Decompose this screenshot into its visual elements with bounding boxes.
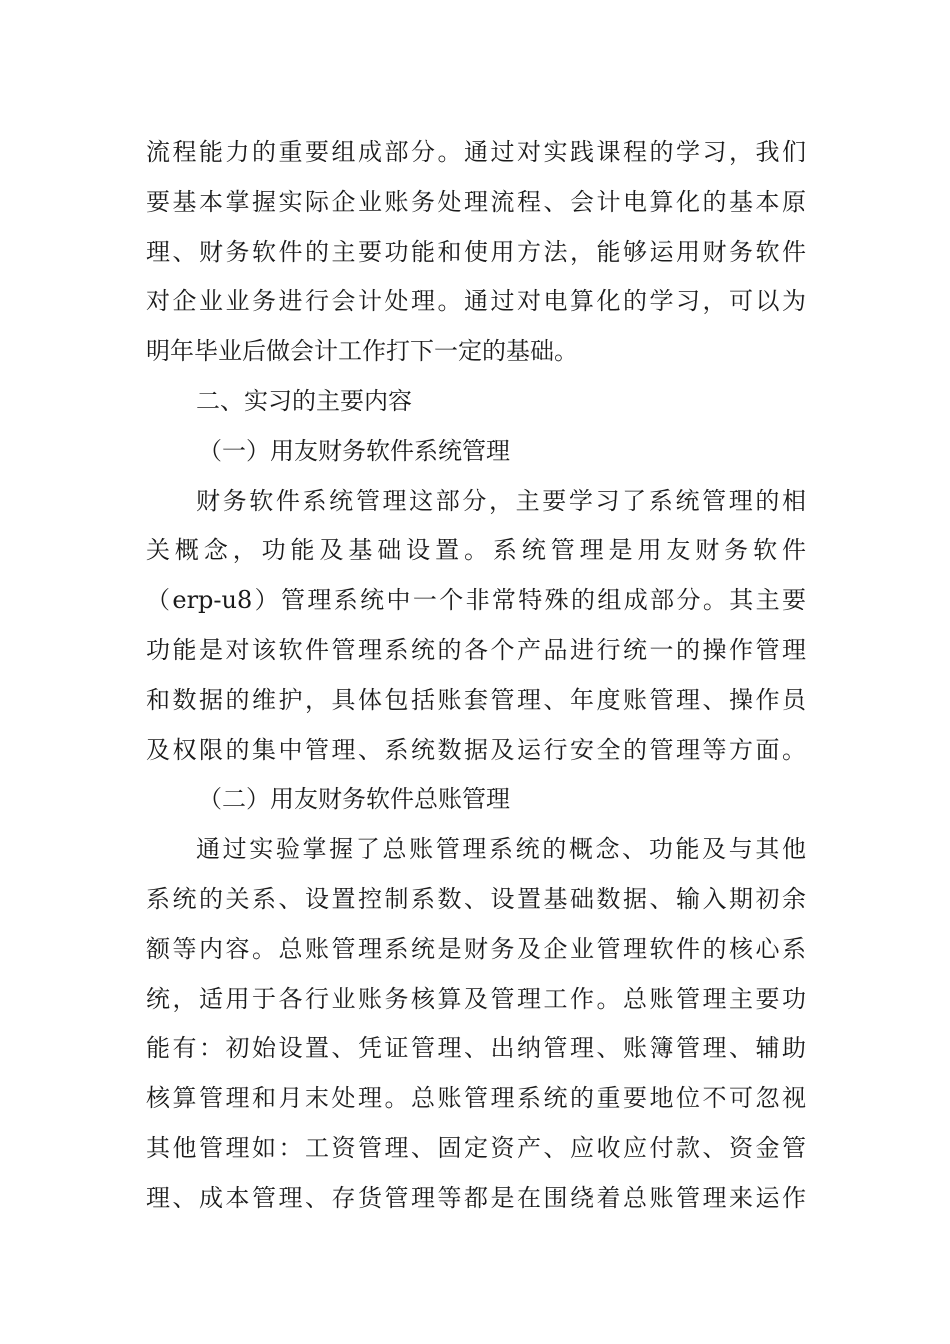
text-line: 流程能力的重要组成部分。通过对实践课程的学习，我们 [146, 138, 806, 166]
subsection-heading: （一）用友财务软件系统管理 [198, 436, 510, 465]
text-line: 能有：初始设置、凭证管理、出纳管理、账簿管理、辅助 [146, 1034, 806, 1063]
text-line: 额等内容。总账管理系统是财务及企业管理软件的核心系 [146, 934, 806, 963]
text-line: 财务软件系统管理这部分，主要学习了系统管理的相 [196, 486, 806, 515]
text-line: 核算管理和月末处理。总账管理系统的重要地位不可忽视 [146, 1084, 806, 1113]
text-line: 对企业业务进行会计处理。通过对电算化的学习，可以为 [146, 287, 806, 316]
subsection-heading: （二）用友财务软件总账管理 [198, 785, 510, 814]
text-line: 及权限的集中管理、系统数据及运行安全的管理等方面。 [146, 735, 806, 764]
text-line: 理、财务软件的主要功能和使用方法，能够运用财务软件 [146, 237, 806, 266]
document-page [146, 128, 806, 1224]
section-heading: 二、实习的主要内容 [196, 386, 412, 415]
text-line: 功能是对该软件管理系统的各个产品进行统一的操作管理 [146, 635, 806, 664]
text-line: 和数据的维护，具体包括账套管理、年度账管理、操作员 [146, 685, 806, 714]
text-line: 其他管理如：工资管理、固定资产、应收应付款、资金管 [146, 1133, 806, 1162]
text-line: 要基本掌握实际企业账务处理流程、会计电算化的基本原 [146, 187, 806, 216]
text-line: 明年毕业后做会计工作打下一定的基础。 [146, 337, 578, 366]
text-line: 关概念，功能及基础设置。系统管理是用友财务软件 [146, 536, 806, 565]
text-line: 系统的关系、设置控制系数、设置基础数据、输入期初余 [146, 884, 806, 913]
text-line: 通过实验掌握了总账管理系统的概念、功能及与其他 [196, 835, 806, 864]
text-line: （erp-u8）管理系统中一个非常特殊的组成部分。其主要 [146, 586, 806, 615]
text-line: 统，适用于各行业账务核算及管理工作。总账管理主要功 [146, 984, 806, 1013]
text-line: 理、成本管理、存货管理等都是在围绕着总账管理来运作 [146, 1183, 806, 1212]
